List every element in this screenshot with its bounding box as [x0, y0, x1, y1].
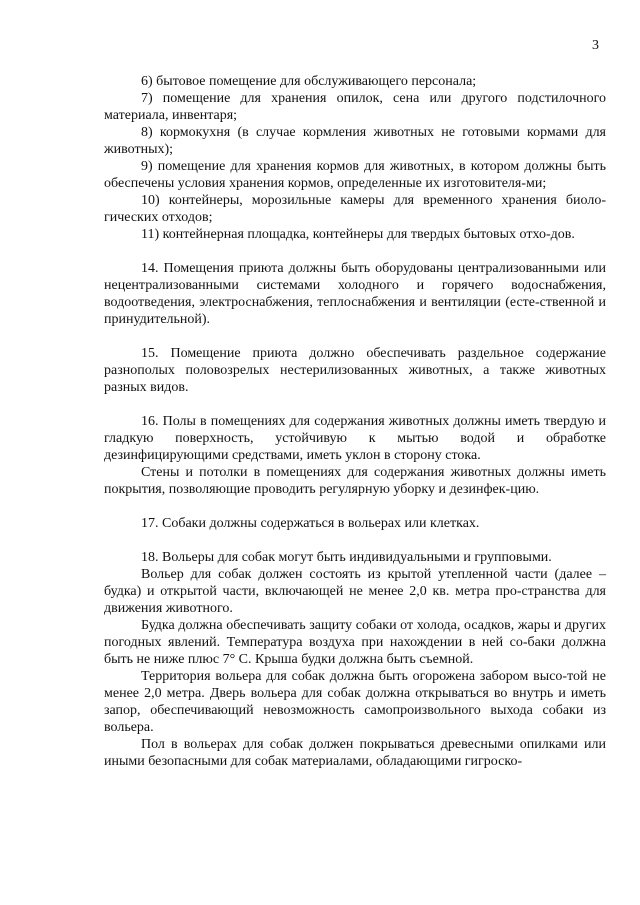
paragraph-18-kennel: Будка должна обеспечивать защиту собаки от холода, осадков, жары и других погодных явлений. Температура воздуха при нахождении в ней со-баки должна быть не ниже плюс 7° С. Крыша будки должна быть съемной.: [104, 618, 606, 667]
paragraph-16-walls: Стены и потолки в помещениях для содержания животных должны иметь покрытия, позволяющие проводить регулярную уборку и дезинфек-цию.: [104, 465, 606, 497]
document-body: [104, 73, 606, 770]
paragraph-18-floor: Пол в вольерах для собак должен покрываться древесными опилками или иными безопасными для собак материалами, обладающими гигроско-: [104, 737, 606, 769]
list-item-7: 7) помещение для хранения опилок, сена или другого подстилочного материала, инвентаря;: [104, 91, 606, 123]
paragraph-14: 14. Помещения приюта должны быть оборудованы централизованными или нецентрализованными системами холодного и горячего водоснабжения, водоотведения, электроснабжения, теплоснабжения и вентиляции (есте-ственной и принудительной).: [104, 261, 606, 327]
page-number: 3: [592, 38, 599, 53]
paragraph-15: 15. Помещение приюта должно обеспечивать раздельное содержание разнополых половозрелых нестерилизованных животных, а также животных разных видов.: [104, 346, 606, 395]
list-item-10: 10) контейнеры, морозильные камеры для временного хранения биоло-гических отходов;: [104, 193, 606, 225]
list-item-11: 11) контейнерная площадка, контейнеры для твердых бытовых отхо-дов.: [141, 227, 575, 242]
list-item-6: 6) бытовое помещение для обслуживающего персонала;: [141, 74, 477, 89]
paragraph-17: 17. Собаки должны содержаться в вольерах или клетках.: [141, 516, 480, 531]
paragraph-18-territory: Территория вольера для собак должна быть огорожена забором высо-той не менее 2,0 метра. Дверь вольера для собак должна открываться во внутрь и иметь запор, обеспечивающий невозможность самопроизвольного выхода собаки из вольера.: [104, 669, 606, 735]
list-item-8: 8) кормокухня (в случае кормления животных не готовыми кормами для животных);: [104, 125, 606, 157]
paragraph-18-enclosure: Вольер для собак должен состоять из крытой утепленной части (далее – будка) и открытой части, включающей не менее 2,0 кв. метра про-странства для движения животного.: [104, 567, 606, 616]
list-item-9: 9) помещение для хранения кормов для животных, в котором должны быть обеспечены условия хранения кормов, определенные их изготовителя-ми;: [104, 159, 606, 191]
paragraph-18: 18. Вольеры для собак могут быть индивидуальными и групповыми.: [141, 550, 552, 565]
paragraph-16: 16. Полы в помещениях для содержания животных должны иметь твердую и гладкую поверхность, устойчивую к мытью водой и обработке дезинфицирующими средствами, иметь уклон в сторону стока.: [104, 414, 606, 463]
